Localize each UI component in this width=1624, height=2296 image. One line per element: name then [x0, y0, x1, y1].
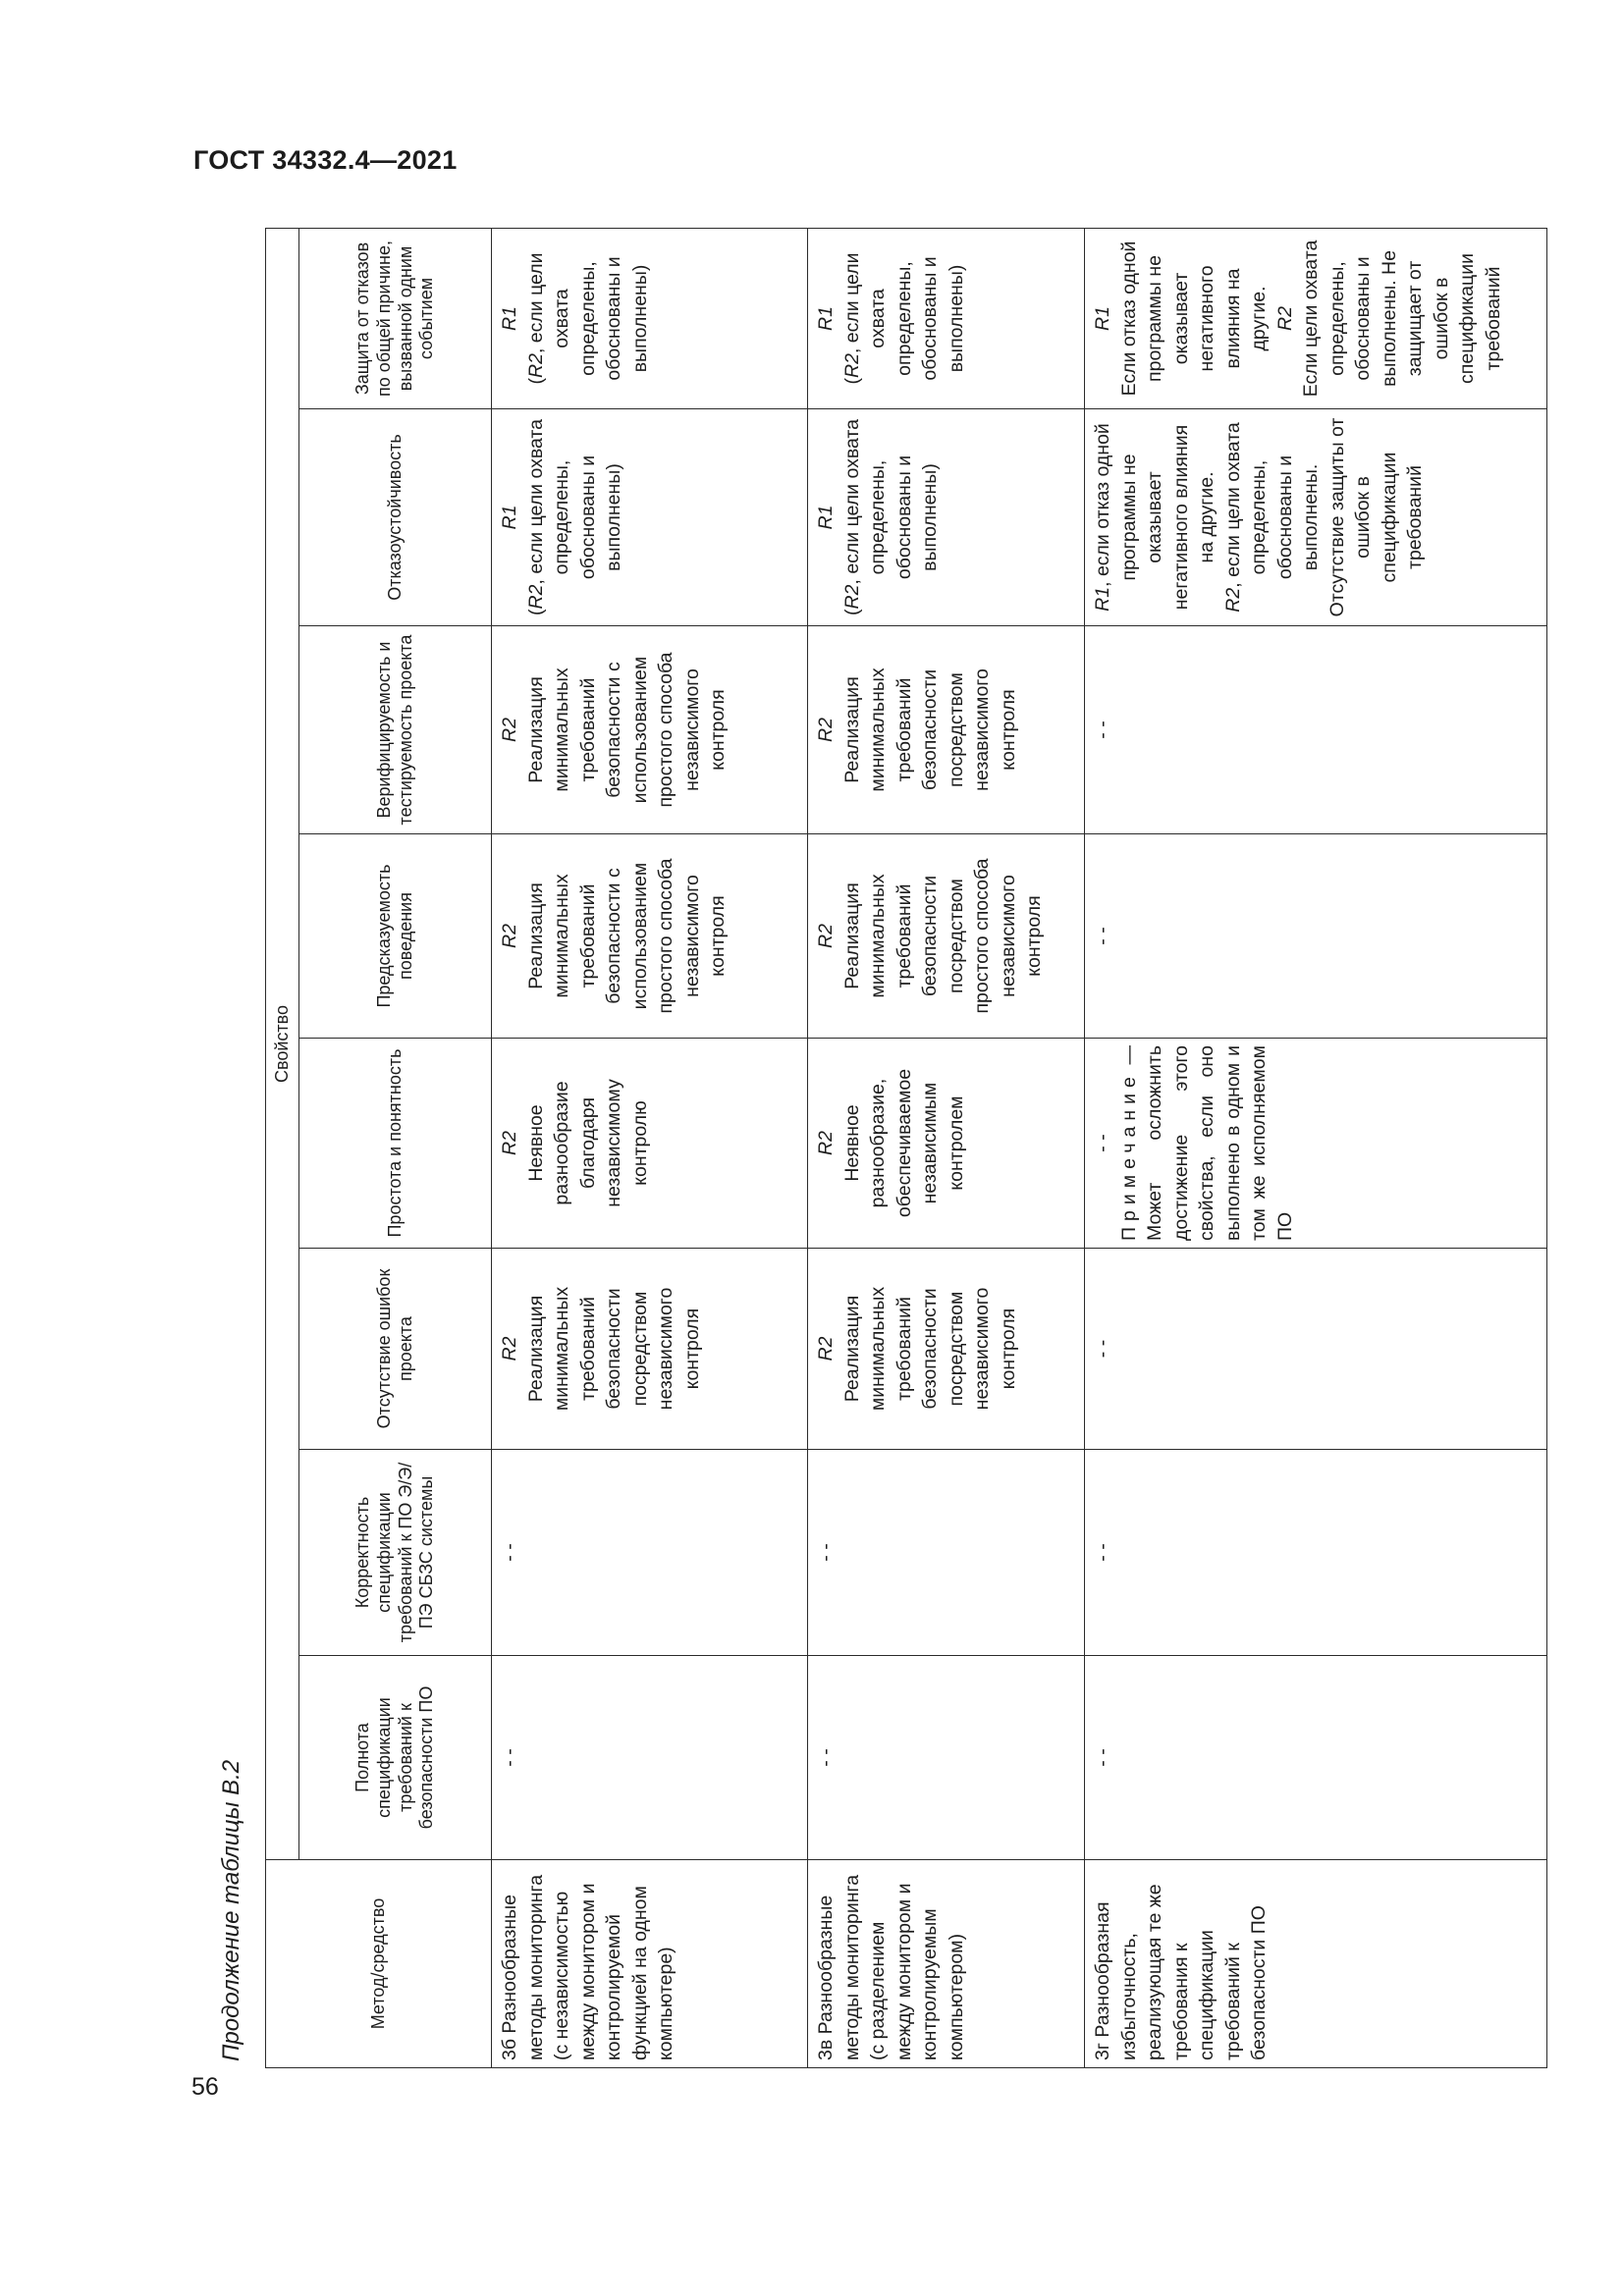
table-cell: [1085, 409, 1547, 626]
table-cell: - -: [808, 1656, 1085, 1860]
header-row-columns: [299, 228, 492, 2067]
table-cell: [1085, 228, 1547, 408]
rating-code: R2: [499, 718, 520, 742]
document-header: ГОСТ 34332.4—2021: [193, 145, 458, 175]
cell-text: Реализация минимальных требований безопасности посредством независимого контроля: [840, 1286, 1019, 1412]
rating-code: R2: [840, 584, 863, 610]
cell-text: , если отказ одной программы не оказывает негативного влияния на другие.: [1092, 423, 1218, 611]
cell-text: Реализация минимальных требований безопасности с использованием простого способа независимого контроля: [524, 858, 730, 1014]
cell-text: — Может осложнить достижение этого свойства, если оно выполнено в одном и том же исполняемом ПО: [1117, 1045, 1296, 1241]
column-header: Простота и понятность: [299, 1039, 492, 1249]
method-cell: 3г Разнообразная избыточность, реализующая те же требования к спецификации требований к безопасности ПО: [1085, 1860, 1547, 2068]
cell-text: , если цели охвата определены, обоснованы и выполнены): [524, 419, 625, 585]
rating-code: R2: [499, 1131, 520, 1155]
table-cell: - -: [492, 1656, 808, 1860]
table-cell: [492, 626, 808, 834]
rating-code: R1: [499, 306, 520, 331]
table-cell: [1085, 1039, 1547, 1249]
table-row: [492, 228, 808, 2067]
rating-code: R1: [815, 306, 837, 331]
column-header: Отсутствие ошибок проекта: [299, 1249, 492, 1450]
table-cell: [808, 1039, 1085, 1249]
cell-text: Реализация минимальных требований безопасности с использованием простого способа независимого контроля: [524, 652, 730, 808]
table-cell: [492, 1249, 808, 1450]
cell-text: , если цели охвата определены, обоснованы и выполнены): [840, 419, 942, 585]
table-cell: - -: [1085, 1450, 1547, 1656]
table-cell: - -: [808, 1450, 1085, 1656]
paren-open: (: [840, 377, 863, 385]
rating-code: R2: [1273, 306, 1296, 331]
column-header: Защита от отказов по общей причине, вызванной одним событием: [299, 228, 492, 408]
properties-table: [265, 228, 1547, 2068]
method-column-header: Метод/средство: [266, 1860, 492, 2068]
column-header: Предсказуемость поведения: [299, 834, 492, 1039]
rotated-table-container: [265, 229, 1546, 2068]
column-header: Отказоустойчивость: [299, 409, 492, 626]
rating-code: R2: [815, 1336, 837, 1362]
column-header: Корректность спецификации требований к ПО Э/Э/ПЭ СБЗС системы: [299, 1450, 492, 1656]
rating-code: R2: [499, 1336, 520, 1362]
table-cell: [808, 1249, 1085, 1450]
method-cell: 3в Разнообразные методы мониторинга (с разделением между монитором и контролируемым компьютером): [808, 1860, 1085, 2068]
rating-code: R2: [499, 924, 520, 948]
rating-code: R1: [815, 505, 837, 530]
table-cell: [808, 626, 1085, 834]
note-text: [1116, 1045, 1299, 1241]
rating-code: R2: [815, 718, 837, 742]
method-cell: 3б Разнообразные методы мониторинга (с независимостью между монитором и контролируемой функцией на одном компьютере): [492, 1860, 808, 2068]
note-label: Примечание: [1117, 1071, 1140, 1241]
paren-open: (: [524, 377, 547, 385]
rating-code: R1: [499, 505, 520, 530]
cell-text: Реализация минимальных требований безопасности посредством независимого контроля: [524, 1286, 703, 1412]
table-row: [808, 228, 1085, 2067]
table-cell: [492, 834, 808, 1039]
table-cell: [808, 228, 1085, 408]
rating-code: R1: [1092, 306, 1113, 331]
page-number: 56: [191, 2073, 219, 2101]
table-cell: [808, 834, 1085, 1039]
rating-code: R2: [815, 1131, 837, 1155]
cell-text: - -: [1092, 1134, 1113, 1152]
table-cell: - -: [492, 1450, 808, 1656]
table-cell: - -: [1085, 626, 1547, 834]
cell-text: Если отказ одной программы не оказывает негативного влияния на другие.: [1117, 240, 1271, 397]
table-continuation-label: Продолжение таблицы В.2: [218, 1759, 244, 2061]
table-cell: [808, 409, 1085, 626]
table-cell: [492, 1039, 808, 1249]
table-cell: [492, 409, 808, 626]
column-header: Полнота спецификации требований к безопасности ПО: [299, 1656, 492, 1860]
rating-code: R2: [840, 353, 863, 378]
rating-code: R1: [1092, 586, 1113, 612]
cell-text: Если цели охвата определены, обоснованы и выполнены. Не защищает от ошибок в спецификации требований: [1300, 240, 1504, 398]
rating-code: R2: [1221, 587, 1244, 613]
table-cell: [492, 228, 808, 408]
column-header: Верифицируемость и тестируемость проекта: [299, 626, 492, 834]
cell-text: Неявное разнообразие, обеспечиваемое независимым контролем: [840, 1068, 967, 1218]
paren-open: (: [840, 609, 863, 615]
cell-text: Реализация минимальных требований безопасности посредством простого способа независимого контроля: [840, 858, 1046, 1014]
rating-code: R2: [815, 924, 837, 948]
cell-text: , если цели охвата определены, обоснованы и выполнены): [840, 252, 967, 381]
cell-text: , если цели охвата определены, обоснованы и выполнены): [524, 252, 651, 381]
cell-text: , если цели охвата определены, обоснованы и выполнены. Отсутствие защиты от ошибок в спецификации требований: [1221, 417, 1427, 617]
paren-open: (: [524, 609, 547, 615]
rating-code: R2: [524, 584, 547, 610]
rating-code: R2: [524, 353, 547, 378]
table-cell: - -: [1085, 1249, 1547, 1450]
table-cell: - -: [1085, 1656, 1547, 1860]
cell-text: Реализация минимальных требований безопасности посредством независимого контроля: [840, 667, 1019, 792]
header-row-group: [266, 228, 299, 2067]
table-row: [1085, 228, 1547, 2067]
table-cell: - -: [1085, 834, 1547, 1039]
property-group-header: Свойство: [266, 228, 299, 1859]
cell-text: Неявное разнообразие благодаря независимому контролю: [524, 1079, 651, 1207]
